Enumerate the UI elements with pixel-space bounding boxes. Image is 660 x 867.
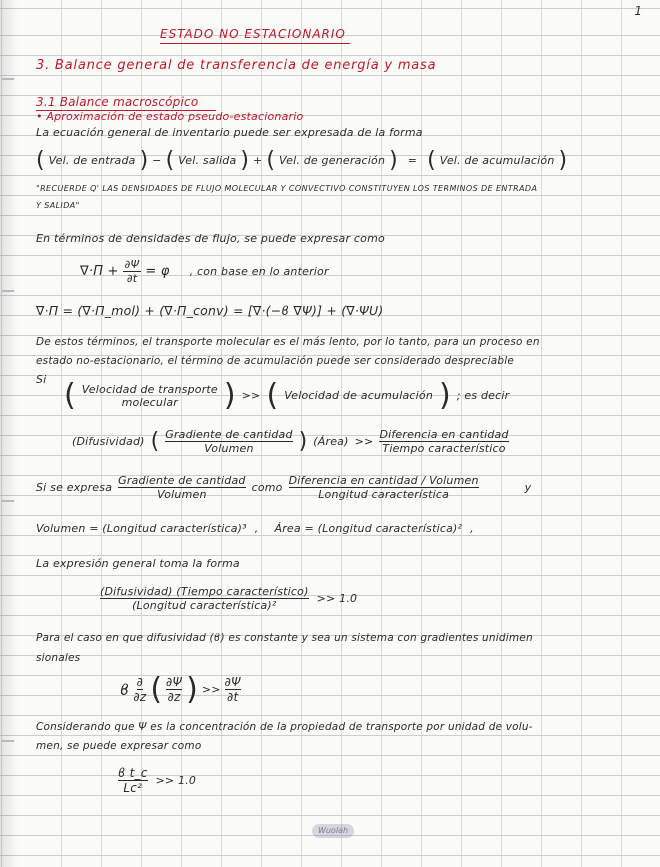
equation-2: ∇·Π = (∇·Π_mol) + (∇·Π_conv) = [∇·(−ϐ ∇Ψ)] + (∇·ΨU) [36, 303, 384, 318]
minus-sign: − [152, 154, 162, 167]
eq1-comment: , con base en lo anterior [189, 265, 329, 278]
expr-difference-fraction [289, 474, 479, 501]
page-edge-shadow [0, 0, 18, 867]
eq5-denominator: Lc² [123, 781, 143, 795]
comp2-area: (Área) [313, 435, 349, 448]
expr-gradient-fraction [118, 474, 245, 501]
intro-line: La ecuación general de inventario puede ser expresada de la forma [36, 126, 423, 139]
eq4-right-fraction [225, 675, 241, 704]
expr-prefix: Si se expresa [36, 481, 113, 494]
eq4-inner-den: ∂z [167, 690, 181, 704]
paren-close: ) [439, 378, 451, 413]
expr-d-den: Longitud característica [318, 488, 450, 501]
comp1-left-bottom: molecular [121, 395, 179, 409]
comp2-difference-fraction [379, 428, 508, 455]
equation-4 [120, 672, 241, 707]
volume-definition: Volumen = (Longitud característica)³ [36, 522, 247, 535]
paren-close: ) [298, 429, 308, 454]
area-definition: Área = (Longitud característica)² [274, 522, 463, 535]
eq1-denominator: ∂t [126, 272, 138, 285]
expr-g-num: Gradiente de cantidad [118, 474, 246, 487]
comp2-dif-num: Diferencia en cantidad [379, 428, 509, 441]
eq4-r-num: ∂Ψ [224, 675, 241, 689]
comp1-left [82, 383, 218, 409]
plus-sign: + [253, 154, 263, 167]
eq4-inner-num: ∂Ψ [166, 675, 183, 689]
paren-open: ( [266, 148, 276, 173]
binding-mark [2, 500, 14, 502]
eq1-fraction [123, 258, 142, 285]
paren-close: ) [139, 148, 149, 173]
eq1-left: ∇·Π + [80, 264, 119, 279]
comparison-2 [72, 428, 509, 455]
watermark-logo: Wuolah [312, 824, 354, 838]
paren-open: ( [427, 148, 436, 173]
line-end: , [470, 522, 474, 535]
binding-mark [2, 78, 14, 80]
subsection-heading: 3.1 Balance macroscópico [36, 95, 199, 109]
para2-line1: Para el caso en que difusividad (ϐ) es constante y sea un sistema con gradientes unidimen [36, 632, 533, 644]
eq4-operator: >> [201, 683, 221, 696]
paren-open: ( [150, 672, 163, 707]
comp2-operator: >> [354, 435, 374, 448]
bullet-heading: • Aproximación de estado pseudo-estacionario [36, 110, 304, 123]
comp2-grad-den: Volumen [204, 442, 254, 455]
eq4-inner-fraction [166, 675, 182, 704]
general-form-line: La expresión general toma la forma [36, 557, 240, 570]
si-label: Si [36, 373, 47, 386]
section-heading: 3. Balance general de transferencia de energía y masa [36, 58, 437, 73]
comparison-1 [64, 378, 509, 413]
rate-generation-label: Vel. de generación [279, 154, 386, 167]
expr-y: y [524, 481, 532, 494]
eq5-right: >> 1.0 [155, 774, 197, 787]
page-title: ESTADO NO ESTACIONARIO [160, 27, 346, 41]
equation-1 [80, 258, 329, 285]
para3-line2: men, se puede expresar como [36, 740, 202, 752]
expression-line [36, 474, 531, 501]
eq3-numerator: (Difusividad) (Tiempo característico) [100, 585, 309, 598]
comp1-operator: >> [241, 389, 261, 402]
paren-close: ) [389, 148, 398, 173]
paren-open: ( [64, 378, 76, 413]
comp1-tail: ; es decir [456, 389, 510, 402]
para2-line2: sionales [36, 652, 81, 664]
comp1-left-top: Velocidad de transporte [81, 382, 218, 396]
comp1-right: Velocidad de acumulación [284, 389, 434, 402]
para1-line1: De estos términos, el transporte molecular es el más lento, por lo tanto, para un proceso en [36, 336, 540, 348]
paren-open: ( [150, 429, 160, 454]
rate-out-label: Vel. salida [178, 154, 237, 167]
title-underline [160, 43, 350, 44]
paren-close: ) [240, 148, 249, 173]
page-number: 1 [634, 4, 642, 18]
equation-5 [118, 766, 196, 795]
rate-accumulation-label: Vel. de acumulación [439, 154, 555, 167]
expr-g-den: Volumen [157, 488, 207, 501]
eq3-fraction [100, 585, 309, 612]
eq4-beta: ϐ [120, 680, 130, 699]
eq5-numerator: ϐ t_c [118, 766, 148, 780]
volume-area-separator: , [254, 522, 259, 535]
paren-open: ( [165, 148, 175, 173]
binding-mark [2, 290, 14, 292]
eq3-right: >> 1.0 [316, 592, 358, 605]
note-line-2: Y SALIDA" [36, 201, 80, 210]
comp2-dif-den: Tiempo característico [382, 442, 506, 455]
eq4-r-den: ∂t [227, 690, 239, 704]
rate-in-label: Vel. de entrada [48, 154, 136, 167]
eq5-fraction [118, 766, 148, 795]
para3-line1: Considerando que Ψ es la concentración de la propiedad de transporte por unidad de volu- [36, 721, 533, 733]
comp2-difusividad: (Difusividad) [72, 435, 145, 448]
eq3-denominator: (Longitud característica)² [132, 599, 277, 612]
equation-3 [100, 585, 357, 612]
eq4-d-den: ∂z [133, 690, 147, 704]
expr-como: como [251, 481, 283, 494]
eq4-d-num: ∂ [136, 675, 144, 689]
balance-equation [36, 148, 567, 173]
binding-mark [2, 740, 14, 742]
note-line-1: "RECUERDE Q' LAS DENSIDADES DE FLUJO MOLECULAR Y CONVECTIVO CONSTITUYEN LOS TERMINOS DE ENTRADA [36, 184, 538, 193]
paren-close: ) [558, 148, 568, 173]
para1-line2: estado no-estacionario, el término de acumulación puede ser considerado despreciable [36, 355, 515, 367]
eq1-right: = φ [145, 264, 170, 279]
eq1-numerator: ∂Ψ [124, 258, 140, 271]
equals-sign: = [407, 154, 418, 167]
eq4-operator-fraction [133, 675, 146, 704]
paren-open: ( [36, 148, 45, 173]
comp2-grad-num: Gradiente de cantidad [165, 428, 293, 441]
paren-close: ) [186, 672, 198, 707]
density-line: En términos de densidades de flujo, se puede expresar como [36, 232, 385, 245]
comp2-gradient-fraction [165, 428, 292, 455]
paren-open: ( [266, 378, 279, 413]
volume-area-line [36, 522, 474, 535]
paren-close: ) [223, 378, 236, 413]
expr-d-num: Diferencia en cantidad / Volumen [288, 474, 479, 487]
